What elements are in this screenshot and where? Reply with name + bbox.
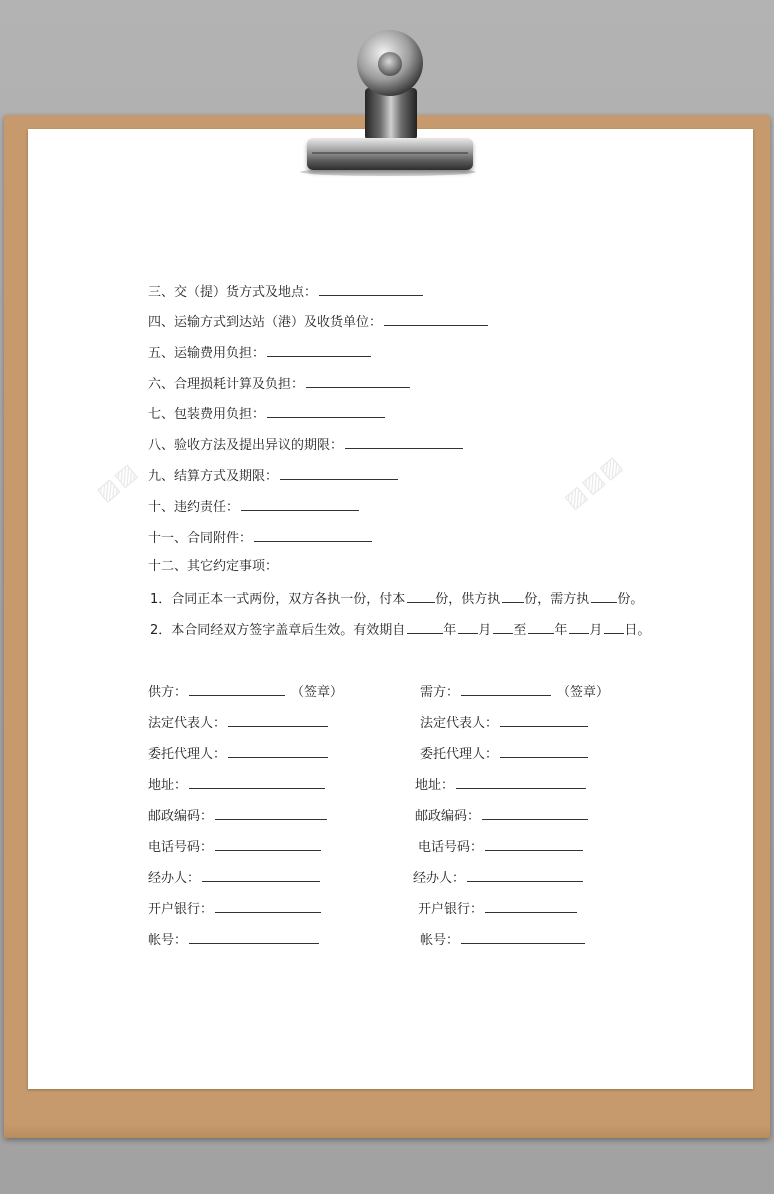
field-label: 电话号码：: [418, 840, 484, 855]
fill-blank[interactable]: [254, 529, 372, 542]
field-label: 委托代理人：: [148, 747, 227, 762]
fill-blank[interactable]: [215, 900, 321, 913]
left-address: [148, 776, 325, 794]
fill-blank[interactable]: [500, 714, 588, 727]
term-label: 十二、其它约定事项：: [148, 559, 279, 574]
field-label: 经办人：: [148, 871, 201, 886]
left-phone: [148, 838, 321, 856]
field-label: 邮政编码：: [148, 809, 214, 824]
right-legal: [420, 714, 588, 732]
fill-blank[interactable]: [485, 900, 577, 913]
fill-blank[interactable]: [241, 498, 359, 511]
left-party: [148, 683, 343, 701]
seal-label: （签章）: [557, 685, 610, 700]
item-text: 至: [513, 623, 527, 638]
item-text: 份，供方执: [435, 592, 501, 607]
left-bank: [148, 900, 321, 918]
field-label: 需方：: [420, 685, 460, 700]
fill-blank[interactable]: [215, 807, 327, 820]
other-item-2: [150, 621, 650, 639]
term-label: 五、运输费用负担：: [148, 346, 266, 361]
item-text: 年: [554, 623, 568, 638]
fill-blank[interactable]: [407, 590, 435, 603]
item-text: 年: [443, 623, 457, 638]
left-postcode: [148, 807, 327, 825]
term-packaging: [148, 405, 385, 423]
clip-bar-line: [312, 152, 468, 154]
term-label: 六、合理损耗计算及负担：: [148, 377, 305, 392]
field-label: 经办人：: [413, 871, 466, 886]
field-label: 开户银行：: [418, 902, 484, 917]
fill-blank[interactable]: [461, 683, 551, 696]
field-label: 地址：: [148, 778, 188, 793]
fill-blank[interactable]: [345, 436, 463, 449]
field-label: 供方：: [148, 685, 188, 700]
field-label: 电话号码：: [148, 840, 214, 855]
term-transport: [148, 313, 488, 331]
right-account: [420, 931, 585, 949]
right-address: [415, 776, 586, 794]
fill-blank[interactable]: [228, 714, 328, 727]
term-label: 七、包装费用负担：: [148, 407, 266, 422]
term-label: 三、交（提）货方式及地点：: [148, 285, 318, 300]
fill-blank[interactable]: [280, 467, 398, 480]
fill-blank[interactable]: [500, 745, 588, 758]
fill-blank[interactable]: [189, 776, 325, 789]
right-handler: [413, 869, 583, 887]
field-label: 地址：: [415, 778, 455, 793]
left-agent: [148, 745, 328, 763]
fill-blank[interactable]: [228, 745, 328, 758]
field-label: 开户银行：: [148, 902, 214, 917]
fill-blank[interactable]: [591, 590, 617, 603]
watermark: ▨▨: [92, 458, 144, 507]
fill-blank[interactable]: [502, 590, 524, 603]
item-text: 2．本合同经双方签字盖章后生效。有效期自: [150, 623, 406, 638]
fill-blank[interactable]: [461, 931, 585, 944]
right-phone: [418, 838, 583, 856]
term-annex: [148, 529, 372, 547]
other-item-1: [150, 590, 643, 608]
item-text: 1．合同正本一式两份，双方各执一份，付本: [150, 592, 406, 607]
fill-blank[interactable]: [306, 375, 410, 388]
fill-blank[interactable]: [528, 621, 554, 634]
term-delivery: [148, 283, 423, 301]
left-account: [148, 931, 319, 949]
term-liability: [148, 498, 359, 516]
fill-blank[interactable]: [467, 869, 583, 882]
fill-blank[interactable]: [202, 869, 320, 882]
fill-blank[interactable]: [384, 313, 488, 326]
seal-label: （签章）: [291, 685, 344, 700]
fill-blank[interactable]: [189, 683, 285, 696]
term-settlement: [148, 467, 398, 485]
fill-blank[interactable]: [215, 838, 321, 851]
item-text: 日。: [624, 623, 651, 638]
term-loss: [148, 375, 410, 393]
contract-paper: [28, 129, 753, 1089]
fill-blank[interactable]: [456, 776, 586, 789]
right-bank: [418, 900, 577, 918]
right-agent: [420, 745, 588, 763]
fill-blank[interactable]: [407, 621, 443, 634]
field-label: 邮政编码：: [415, 809, 481, 824]
right-postcode: [415, 807, 588, 825]
term-transport-cost: [148, 344, 371, 362]
fill-blank[interactable]: [604, 621, 624, 634]
left-handler: [148, 869, 320, 887]
item-text: 份，需方执: [524, 592, 590, 607]
term-label: 十一、合同附件：: [148, 531, 253, 546]
term-other: [148, 559, 278, 575]
term-acceptance: [148, 436, 463, 454]
field-label: 帐号：: [148, 933, 188, 948]
term-label: 十、违约责任：: [148, 500, 240, 515]
item-text: 月: [589, 623, 603, 638]
watermark: ▨▨▨: [559, 450, 629, 515]
left-legal: [148, 714, 328, 732]
field-label: 法定代表人：: [148, 716, 227, 731]
fill-blank[interactable]: [485, 838, 583, 851]
clip-hole: [378, 52, 402, 76]
fill-blank[interactable]: [189, 931, 319, 944]
item-text: 月: [478, 623, 492, 638]
fill-blank[interactable]: [493, 621, 513, 634]
right-party: [420, 683, 609, 701]
fill-blank[interactable]: [267, 405, 385, 418]
term-label: 四、运输方式到达站（港）及收货单位：: [148, 315, 383, 330]
item-text: 份。: [617, 592, 644, 607]
fill-blank[interactable]: [319, 283, 423, 296]
field-label: 帐号：: [420, 933, 460, 948]
fill-blank[interactable]: [267, 344, 371, 357]
field-label: 委托代理人：: [420, 747, 499, 762]
clipboard-edge: [4, 1125, 770, 1138]
term-label: 九、结算方式及期限：: [148, 469, 279, 484]
clip-bar: [307, 138, 473, 170]
fill-blank[interactable]: [569, 621, 589, 634]
term-label: 八、验收方法及提出异议的期限：: [148, 438, 344, 453]
fill-blank[interactable]: [482, 807, 588, 820]
fill-blank[interactable]: [458, 621, 478, 634]
field-label: 法定代表人：: [420, 716, 499, 731]
